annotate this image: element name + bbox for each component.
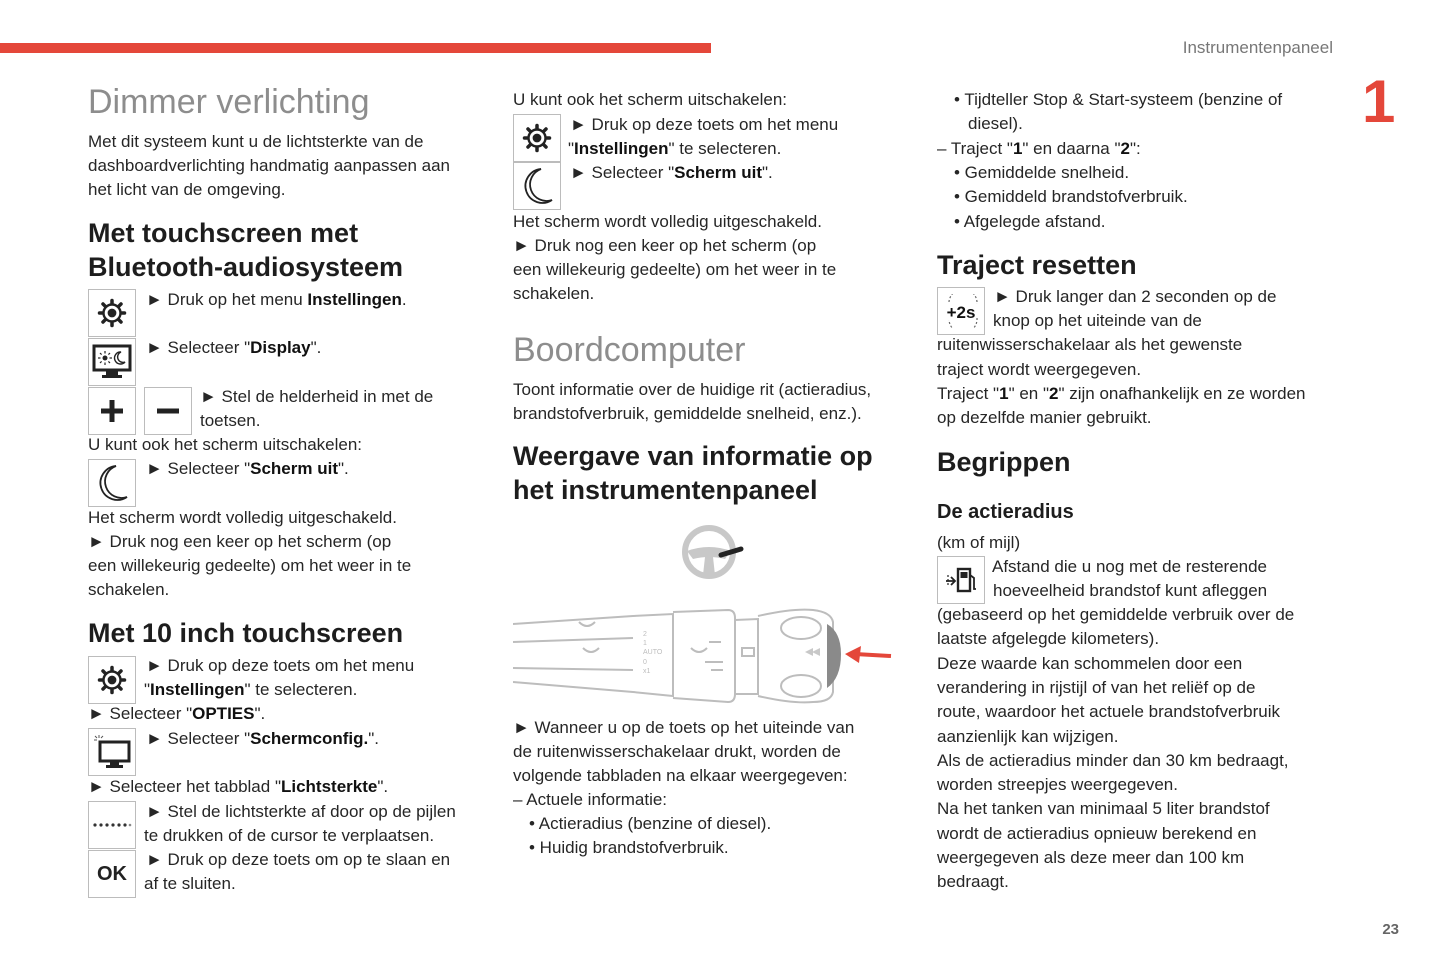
settings-gear-icon-2 bbox=[88, 656, 136, 704]
bt-heading-1: Met touchscreen met bbox=[88, 218, 359, 248]
act-text-5: laatste afgelegde kilometers). bbox=[937, 629, 1160, 648]
weergave-heading-1: Weergave van informatie op bbox=[513, 441, 873, 471]
ten-step-4: ► Selecteer het tabblad "Lichtsterkte". bbox=[88, 777, 389, 796]
bt-step-3b: toetsen. bbox=[200, 411, 261, 430]
ten-step-6a: ► Druk op deze toets om op te slaan en bbox=[146, 850, 451, 869]
slider-dots-icon bbox=[88, 801, 136, 849]
c3-list-3: • Afgelegde afstand. bbox=[954, 212, 1106, 231]
ten-step-2: ► Selecteer "OPTIES". bbox=[88, 704, 266, 723]
c3-top-1: • Tijdteller Stop & Start-systeem (benzine of bbox=[954, 90, 1283, 109]
weergave-text-3: volgende tabbladen na elkaar weergegeven: bbox=[513, 766, 848, 785]
dimmer-intro-1: Met dit systeem kunt u de lichtsterkte van de bbox=[88, 132, 424, 151]
plus-icon bbox=[88, 387, 136, 435]
c2-para-4: schakelen. bbox=[513, 284, 595, 303]
bt-para-2: ► Druk nog een keer op het scherm (op bbox=[88, 532, 392, 551]
begrippen-heading: Begrippen bbox=[937, 447, 1071, 477]
moon-icon bbox=[88, 459, 136, 507]
weergave-text-1: ► Wanneer u op de toets op het uiteinde van bbox=[513, 718, 855, 737]
act-text-6: Deze waarde kan schommelen door een bbox=[937, 654, 1243, 673]
dimmer-intro-3: het licht van de omgeving. bbox=[88, 180, 286, 199]
section-title: Instrumentenpaneel bbox=[1182, 38, 1333, 57]
weergave-text-4: – Actuele informatie: bbox=[513, 790, 668, 809]
bt-para-1: Het scherm wordt volledig uitgeschakeld. bbox=[88, 508, 397, 527]
act-text-2: Afstand die u nog met de resterende bbox=[992, 557, 1268, 576]
settings-gear-icon bbox=[88, 289, 136, 337]
boordcomputer-title: Boordcomputer bbox=[513, 331, 746, 369]
bt-step-3a: ► Stel de helderheid in met de bbox=[200, 387, 434, 406]
c3-top-2: diesel). bbox=[968, 114, 1023, 133]
act-text-7: verandering in rijstijl of van het reliëf op de bbox=[937, 678, 1256, 697]
reset-text-6: op dezelfde manier gebruikt. bbox=[937, 408, 1152, 427]
page-number: 23 bbox=[1382, 921, 1399, 938]
weergave-text-5: • Actieradius (benzine of diesel). bbox=[529, 814, 772, 833]
c2-para-1: Het scherm wordt volledig uitgeschakeld. bbox=[513, 212, 822, 231]
stalk-label-auto: AUTO bbox=[643, 649, 663, 656]
ten-inch-heading: Met 10 inch touchscreen bbox=[88, 618, 404, 648]
dimmer-intro-2: dashboardverlichting handmatig aanpassen aan bbox=[88, 156, 450, 175]
stalk-label-1: 1 bbox=[643, 640, 647, 647]
bt-para-3: een willekeurig gedeelte) om het weer in te bbox=[88, 556, 412, 575]
chapter-number: 1 bbox=[1362, 68, 1396, 135]
ten-step-5a: ► Stel de lichtsterkte af door op de pijlen bbox=[146, 802, 456, 821]
stalk-label-x1: x1 bbox=[643, 668, 651, 675]
ten-step-1a: ► Druk op deze toets om het menu bbox=[146, 656, 415, 675]
stalk-label-2: 2 bbox=[643, 631, 647, 638]
wiper-stalk-illustration bbox=[513, 602, 898, 704]
act-text-14: weergegeven als deze meer dan 100 km bbox=[937, 848, 1245, 867]
screen-config-icon bbox=[88, 728, 136, 776]
stalk-label-0: 0 bbox=[643, 659, 647, 666]
act-text-4: (gebaseerd op het gemiddelde verbruik over de bbox=[937, 605, 1295, 624]
act-text-3: hoeveelheid brandstof kunt afleggen bbox=[993, 581, 1268, 600]
ten-step-6b: af te sluiten. bbox=[144, 874, 236, 893]
weergave-text-6: • Huidig brandstofverbruik. bbox=[529, 838, 729, 857]
reset-heading: Traject resetten bbox=[937, 250, 1137, 280]
reset-text-1: ► Druk langer dan 2 seconden op de bbox=[994, 287, 1277, 306]
c3-list-1: • Gemiddelde snelheid. bbox=[954, 163, 1130, 182]
reset-2s-label: +2s bbox=[946, 303, 976, 322]
c3-traject: – Traject "1" en daarna "2": bbox=[937, 139, 1141, 158]
reset-2s-icon bbox=[937, 287, 985, 335]
act-text-8: route, waardoor het actuele brandstofverbruik bbox=[937, 702, 1281, 721]
ten-step-3: ► Selecteer "Schermconfig.". bbox=[146, 729, 379, 748]
weergave-heading-2: het instrumentenpaneel bbox=[513, 475, 818, 505]
c2-off-intro: U kunt ook het scherm uitschakelen: bbox=[513, 90, 788, 109]
bt-step-1: ► Druk op het menu Instellingen. bbox=[146, 290, 407, 309]
c2-step-2: ► Selecteer "Scherm uit". bbox=[570, 163, 773, 182]
settings-gear-icon-3 bbox=[513, 114, 561, 162]
bc-intro-1: Toont informatie over de huidige rit (actieradius, bbox=[513, 380, 872, 399]
weergave-text-2: de ruitenwisserschakelaar drukt, worden de bbox=[513, 742, 841, 761]
c3-list-2: • Gemiddeld brandstofverbruik. bbox=[954, 187, 1188, 206]
steering-wheel-icon bbox=[681, 525, 745, 579]
reset-text-2: knop op het uiteinde van de bbox=[993, 311, 1202, 330]
bc-intro-2: brandstofverbruik, gemiddelde snelheid, enz.). bbox=[513, 404, 862, 423]
bt-step-2: ► Selecteer "Display". bbox=[146, 338, 322, 357]
c2-step-1a: ► Druk op deze toets om het menu bbox=[570, 115, 839, 134]
display-brightness-icon bbox=[88, 338, 136, 386]
bt-step-4: ► Selecteer "Scherm uit". bbox=[146, 459, 349, 478]
moon-icon-2 bbox=[513, 162, 561, 210]
dimmer-title: Dimmer verlichting bbox=[88, 83, 370, 121]
actieradius-heading: De actieradius bbox=[937, 501, 1074, 523]
ten-step-1b: "Instellingen" te selecteren. bbox=[144, 680, 358, 699]
act-text-10: Als de actieradius minder dan 30 km bedraagt, bbox=[937, 751, 1289, 770]
act-text-13: wordt de actieradius opnieuw berekend en bbox=[937, 824, 1257, 843]
bt-off-intro: U kunt ook het scherm uitschakelen: bbox=[88, 435, 363, 454]
c2-para-3: een willekeurig gedeelte) om het weer in te bbox=[513, 260, 837, 279]
minus-icon bbox=[144, 387, 192, 435]
ok-button-icon: OK bbox=[88, 850, 136, 898]
bt-para-4: schakelen. bbox=[88, 580, 170, 599]
ten-step-5b: te drukken of de cursor te verplaatsen. bbox=[144, 826, 435, 845]
reset-text-5: Traject "1" en "2" zijn onafhankelijk en ze worden bbox=[937, 384, 1306, 403]
act-text-9: aanzienlijk kan wijzigen. bbox=[937, 727, 1119, 746]
header-accent-bar bbox=[0, 43, 711, 53]
act-text-12: Na het tanken van minimaal 5 liter brandstof bbox=[937, 799, 1270, 818]
act-text-15: bedraagt. bbox=[937, 872, 1009, 891]
act-text-11: worden streepjes weergegeven. bbox=[937, 775, 1178, 794]
reset-text-3: ruitenwisserschakelaar als het gewenste bbox=[937, 335, 1243, 354]
bt-heading-2: Bluetooth-audiosysteem bbox=[88, 252, 404, 282]
act-text-1: (km of mijl) bbox=[937, 533, 1021, 552]
fuel-range-icon bbox=[937, 556, 985, 604]
c2-para-2: ► Druk nog een keer op het scherm (op bbox=[513, 236, 817, 255]
c2-step-1b: "Instellingen" te selecteren. bbox=[568, 139, 782, 158]
reset-text-4: traject wordt weergegeven. bbox=[937, 360, 1142, 379]
